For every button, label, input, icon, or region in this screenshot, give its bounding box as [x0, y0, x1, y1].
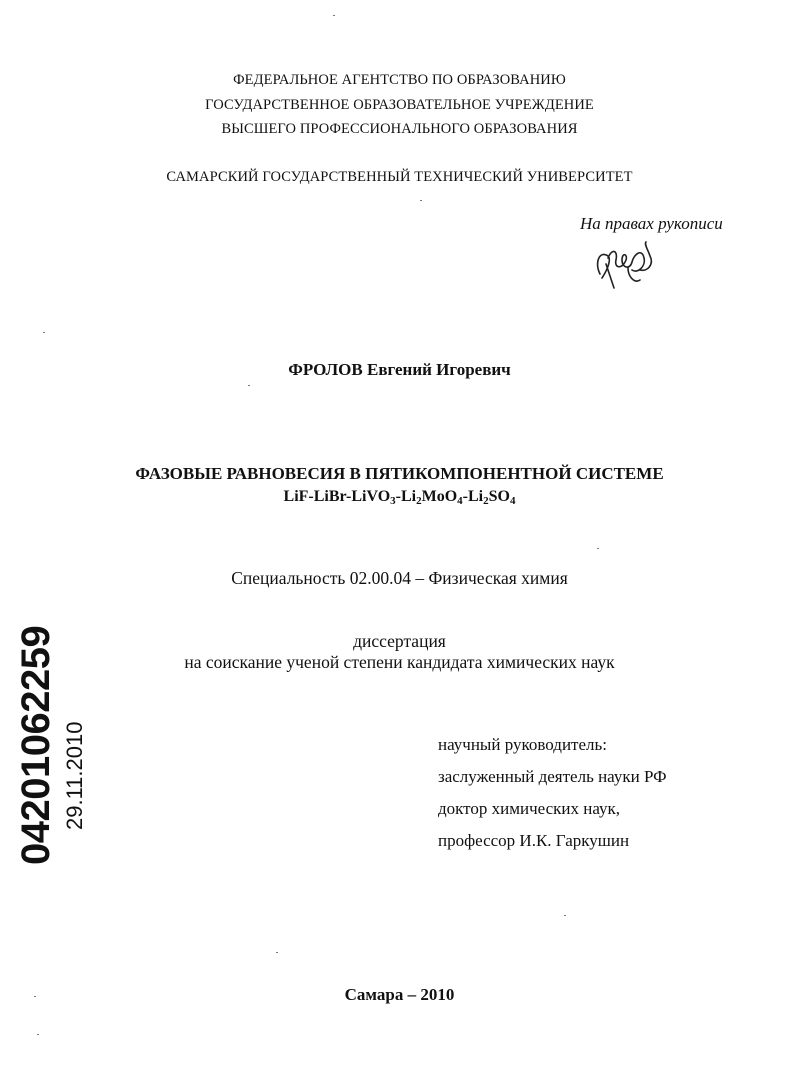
degree-description: на соискание ученой степени кандидата химических наук	[184, 652, 615, 672]
thesis-title: ФАЗОВЫЕ РАВНОВЕСИЯ В ПЯТИКОМПОНЕНТНОЙ СИСТЕМЕ	[135, 464, 664, 483]
supervisor-degree: доктор химических наук,	[438, 799, 621, 818]
header-agency: ФЕДЕРАЛЬНОЕ АГЕНТСТВО ПО ОБРАЗОВАНИЮ	[233, 72, 566, 88]
scan-speck	[43, 332, 45, 333]
stamp-date: 29.11.2010	[62, 721, 87, 830]
degree-type: диссертация	[353, 631, 446, 651]
signature-icon	[592, 240, 662, 292]
stamp-number: 04201062259	[14, 625, 58, 865]
supervisor-label: научный руководитель:	[438, 735, 607, 754]
scan-speck	[597, 548, 599, 549]
scan-speck	[333, 15, 335, 16]
author-name: ФРОЛОВ Евгений Игоревич	[288, 360, 511, 379]
system-formula: LiF-$LiBr-LiVO_3-Li_2MoO_4-Li_2SO_4$	[283, 488, 516, 507]
scan-speck	[37, 1034, 39, 1035]
header-university: САМАРСКИЙ ГОСУДАРСТВЕННЫЙ ТЕХНИЧЕСКИЙ УНИВЕРСИТЕТ	[166, 169, 633, 185]
scan-speck	[564, 915, 566, 916]
supervisor-honor: заслуженный деятель науки РФ	[438, 767, 667, 786]
specialty: Специальность 02.00.04 – Физическая химия	[231, 568, 568, 588]
header-institution-type: ГОСУДАРСТВЕННОЕ ОБРАЗОВАТЕЛЬНОЕ УЧРЕЖДЕНИЕ	[205, 97, 594, 113]
supervisor-block	[438, 729, 667, 857]
footer-city-year: Самара – 2010	[344, 985, 455, 1004]
supervisor-name: профессор И.К. Гаркушин	[438, 831, 630, 850]
header-education-level: ВЫСШЕГО ПРОФЕССИОНАЛЬНОГО ОБРАЗОВАНИЯ	[221, 121, 578, 137]
scan-speck	[34, 996, 36, 997]
scan-speck	[248, 385, 250, 386]
scan-speck	[420, 200, 422, 201]
manuscript-note: На правах рукописи	[580, 214, 723, 233]
scan-speck	[276, 952, 278, 953]
